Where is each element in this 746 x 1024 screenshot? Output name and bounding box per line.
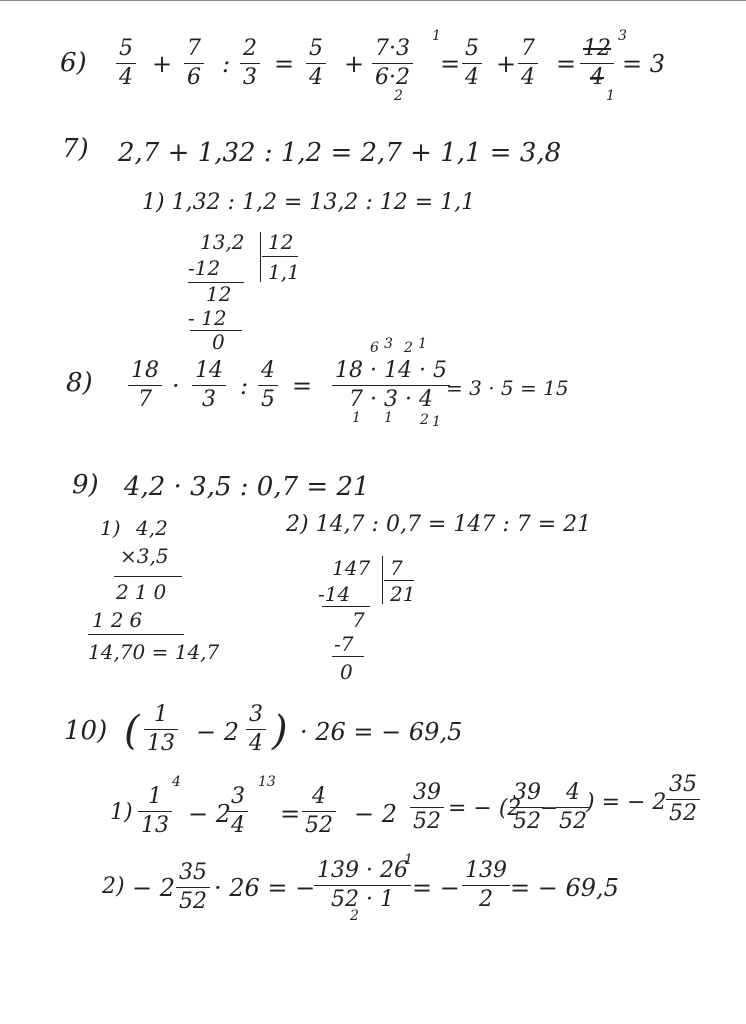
p8-cancel-note: 2 <box>420 412 429 428</box>
p7-div-quotient: 1,1 <box>268 260 300 284</box>
p9-div-remainder-1: 7 <box>352 608 365 632</box>
p6-fraction-8: 12 4 <box>580 38 614 89</box>
p10-s2-multiply: · 26 = − <box>214 874 316 902</box>
p10-s1-factor: 13 <box>258 774 276 790</box>
p6-plus: + <box>496 50 517 78</box>
p9-mult-top: 4,2 <box>136 516 168 540</box>
p10-fraction-1: 1 13 <box>144 704 178 755</box>
p8-dot: · <box>172 372 180 400</box>
p9-mult-partial-1: 210 <box>116 580 173 604</box>
p9-div-quotient: 21 <box>390 582 416 606</box>
p9-div-line-1 <box>322 606 370 607</box>
p6-cancel-note: 1 <box>432 28 441 44</box>
p6-cancel-note: 2 <box>394 88 403 104</box>
p10-s1-fraction-6: 4 52 <box>556 782 590 833</box>
p6-colon: : <box>222 50 231 78</box>
p10-s1-fraction-2: 3 4 <box>228 786 248 837</box>
p9-div-subtract-1: -14 <box>318 582 351 606</box>
p10-s2-cancel-note: 1 <box>404 852 413 868</box>
p10-s1-minus: − 2 <box>354 800 398 828</box>
p10-s1-fraction-5: 39 52 <box>510 782 544 833</box>
p8-cancel-note: 1 <box>418 336 427 352</box>
p10-s1-equals: = <box>280 800 301 828</box>
p9-step-1-label: 1) <box>100 516 121 540</box>
p10-s1-minus: − 2 <box>188 800 232 828</box>
p9-mult-line-2 <box>88 634 184 635</box>
p8-cancel-note: 1 <box>352 410 361 426</box>
p10-result: · 26 = − 69,5 <box>300 718 463 746</box>
p10-fraction-2: 3 4 <box>246 704 266 755</box>
p10-open-paren: ( <box>124 708 140 754</box>
p10-s2-cancel-note: 2 <box>350 908 359 924</box>
p8-fraction-2: 14 3 <box>192 360 226 411</box>
p8-fraction-3: 4 5 <box>258 360 278 411</box>
p7-div-subtract-1: -12 <box>188 256 221 280</box>
p6-cancel-note: 3 <box>618 28 627 44</box>
p8-equals: = <box>292 372 313 400</box>
p8-cancel-note: 1 <box>432 414 441 430</box>
p9-mult-partial-2: 126 <box>92 608 149 632</box>
p9-div-remainder-2: 0 <box>340 660 353 684</box>
p10-minus-whole: − 2 <box>196 718 240 746</box>
p6-plus: + <box>344 50 365 78</box>
p7-div-subtract-2: - 12 <box>188 306 227 330</box>
p8-cancel-note: 1 <box>384 410 393 426</box>
p9-div-underline <box>384 580 414 581</box>
p9-mult-bottom: ×3,5 <box>120 544 169 568</box>
p8-fraction-4: 18 · 14 · 5 7 · 3 · 4 <box>332 360 450 411</box>
p10-s1-minus: − <box>540 796 559 821</box>
p10-s2-minus: − 2 <box>132 874 176 902</box>
p9-div-divisor: 7 <box>390 556 403 580</box>
p10-s1-fraction-7: 35 52 <box>666 774 700 825</box>
p7-step-1: 1) 1,32 : 1,2 = 13,2 : 12 = 1,1 <box>142 190 476 215</box>
p7-div-bracket <box>260 232 261 282</box>
p10-s2-fraction-3: 139 2 <box>462 860 510 911</box>
p6-cancel-note: 1 <box>606 88 615 104</box>
p7-div-remainder-2: 0 <box>212 330 225 354</box>
p10-s2-equals: = − <box>412 874 460 902</box>
p7-div-divisor: 12 <box>268 230 294 254</box>
p6-fraction-2: 7 6 <box>184 38 204 89</box>
p9-step-2: 2) 14,7 : 0,7 = 147 : 7 = 21 <box>286 512 592 537</box>
p9-main-expression: 4,2 · 3,5 : 0,7 = 21 <box>124 472 370 502</box>
p10-s2-result: = − 69,5 <box>510 874 619 902</box>
p7-div-underline <box>262 256 298 257</box>
p10-step-2-label: 2) <box>102 874 125 899</box>
problem-10-label: 10) <box>64 716 108 746</box>
p7-div-dividend: 13,2 <box>200 230 245 254</box>
p6-fraction-3: 2 3 <box>240 38 260 89</box>
p6-equals: = <box>274 50 295 78</box>
p6-fraction-1: 5 4 <box>116 38 136 89</box>
p7-div-remainder-1: 12 <box>206 282 232 306</box>
p6-fraction-4: 5 4 <box>306 38 326 89</box>
p10-s1-fraction-4: 39 52 <box>410 782 444 833</box>
p10-s2-fraction-1: 35 52 <box>176 862 210 913</box>
p8-cancel-note: 3 <box>384 336 393 352</box>
page-top-edge <box>0 0 746 1</box>
p6-plus: + <box>152 50 173 78</box>
p10-step-1-label: 1) <box>110 800 133 825</box>
p6-fraction-7: 7 4 <box>518 38 538 89</box>
p8-result: = 3 · 5 = 15 <box>446 376 569 400</box>
p6-fraction-6: 5 4 <box>462 38 482 89</box>
p9-div-line-2 <box>332 656 364 657</box>
p10-s1-paren-close: ) = − 2 <box>586 790 667 815</box>
p7-main-expression: 2,7 + 1,32 : 1,2 = 2,7 + 1,1 = 3,8 <box>118 138 562 168</box>
p9-mult-line-1 <box>114 576 182 577</box>
problem-8-label: 8) <box>66 368 93 398</box>
p8-fraction-1: 18 7 <box>128 360 162 411</box>
p10-s1-fraction-1: 1 13 <box>138 786 172 837</box>
p9-div-bracket <box>382 556 383 604</box>
p10-s1-factor: 4 <box>172 774 181 790</box>
p10-s1-paren-open: = − (2 <box>448 796 522 821</box>
p10-s1-fraction-3: 4 52 <box>302 786 336 837</box>
p8-cancel-note: 6 <box>370 340 379 356</box>
p6-result: = 3 <box>622 50 666 78</box>
p6-fraction-5: 7·3 6·2 <box>372 38 413 89</box>
problem-9-label: 9) <box>72 470 99 500</box>
problem-6-label: 6) <box>60 48 87 78</box>
p8-cancel-note: 2 <box>404 340 413 356</box>
p9-div-dividend: 147 <box>332 556 371 580</box>
p9-div-subtract-2: -7 <box>334 632 354 656</box>
p9-mult-result: 14,70 = 14,7 <box>88 640 220 664</box>
p10-close-paren: ) <box>272 708 288 754</box>
p6-equals: = <box>440 50 461 78</box>
p8-colon: : <box>240 372 249 400</box>
p6-equals: = <box>556 50 577 78</box>
p10-s2-fraction-2: 139 · 26 52 · 1 <box>314 860 411 911</box>
problem-7-label: 7) <box>62 134 89 164</box>
